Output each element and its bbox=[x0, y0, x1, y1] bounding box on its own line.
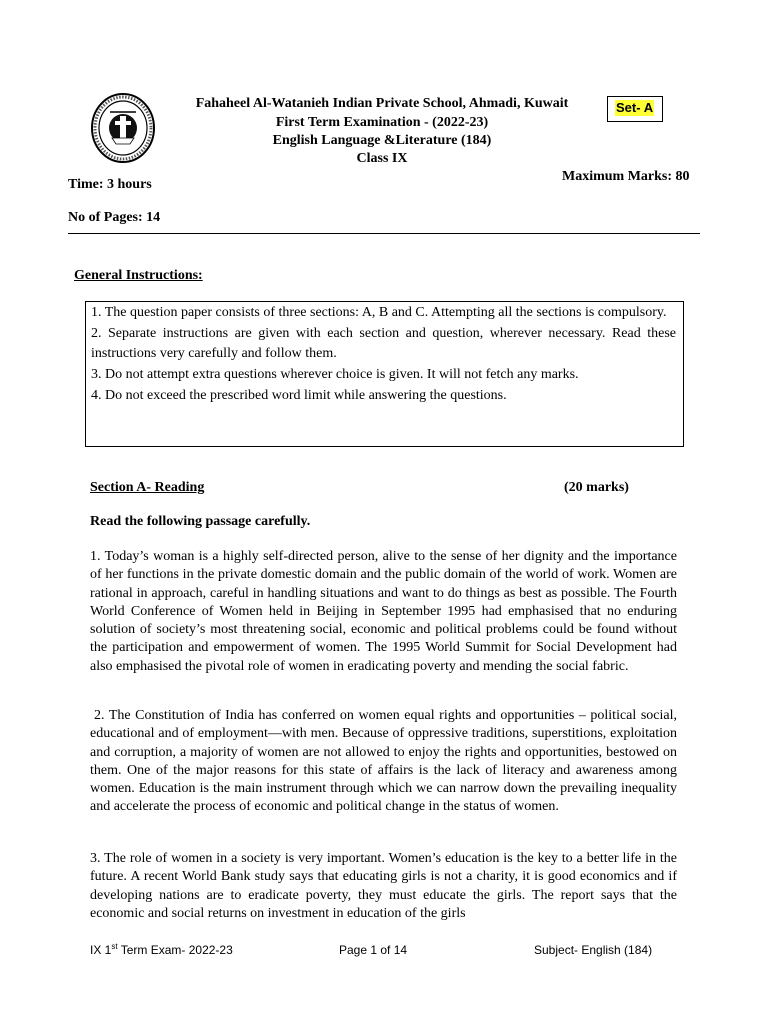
footer-exam-sup: st bbox=[111, 942, 118, 951]
passage-paragraph: 2. The Constitution of India has conferred on women equal rights and opportunities – political social, educational and of employment—with men. Because of oppressive traditions, superstitions, exploitation and corruption, a majority of women are not allowed to enjoy the rights and opportunities, bestowed on them. One of the major reasons for this state of affairs is the lack of literacy and awareness among women. Education is the main instrument through which we can narrow down the prevailing inequality and accelerate the process of economic and political change in the status of women. bbox=[90, 708, 677, 815]
instruction-item: 1. The question paper consists of three sections: A, B and C. Attempting all the sections is compulsory. bbox=[91, 305, 667, 320]
exam-name: First Term Examination - (2022-23) bbox=[275, 115, 489, 130]
passage-paragraph: 1. Today’s woman is a highly self-directed person, alive to the sense of her dignity and the importance of her functions in the private domestic domain and the public domain of the world of work. Women are rational in approach, careful in handling situations and want to do things as best as possible. The Fourth World Conference of Women held in Beijing in September 1995 had emphasised that no enduring solution of society’s most threatening social, economic and political problems could be found without the participation and empowerment of women. The 1995 World Summit for Social Development had also emphasised the pivotal role of women in eradicating poverty and mending the social fabric. bbox=[90, 549, 677, 674]
section-a-title: Section A- Reading bbox=[90, 480, 205, 495]
general-instructions-title: General Instructions: bbox=[74, 268, 203, 283]
instruction-item: 3. Do not attempt extra questions wherever choice is given. It will not fetch any marks. bbox=[91, 367, 579, 383]
passage-paragraph: 3. The role of women in a society is very important. Women’s education is the key to a better life in the future. A recent World Bank study says that educating girls is not a charity, it is good economics and if developing nations are to eradicate poverty, they must educate the girls. The report says that the economic and social returns on investment in education of the girls bbox=[90, 851, 677, 921]
footer-subject: Subject- English (184) bbox=[534, 943, 653, 957]
class-title: Class IX bbox=[356, 151, 408, 166]
footer-exam-prefix: IX 1 bbox=[90, 943, 112, 957]
instruction-item: 2. Separate instructions are given with each section and question, wherever necessary. Read these instructions very carefully and follow them. bbox=[91, 325, 676, 362]
footer-exam-label bbox=[90, 942, 233, 958]
set-label: Set- A bbox=[616, 100, 654, 115]
instruction-item: 4. Do not exceed the prescribed word limit while answering the questions. bbox=[91, 387, 507, 403]
page-count: No of Pages: 14 bbox=[68, 210, 161, 225]
reading-instruction: Read the following passage carefully. bbox=[90, 514, 311, 529]
exam-time: Time: 3 hours bbox=[68, 177, 152, 192]
footer-exam-suffix: Term Exam- 2022-23 bbox=[117, 943, 233, 957]
header-divider bbox=[68, 233, 700, 234]
maximum-marks: Maximum Marks: 80 bbox=[562, 169, 690, 184]
section-a-marks: (20 marks) bbox=[564, 480, 629, 495]
set-box bbox=[607, 96, 663, 122]
subject-title: English Language &Literature (184) bbox=[272, 133, 492, 148]
school-logo bbox=[90, 92, 156, 164]
footer-page-number: Page 1 of 14 bbox=[339, 943, 408, 957]
instructions-box bbox=[85, 301, 684, 447]
school-name: Fahaheel Al-Watanieh Indian Private School, Ahmadi, Kuwait bbox=[195, 96, 569, 111]
